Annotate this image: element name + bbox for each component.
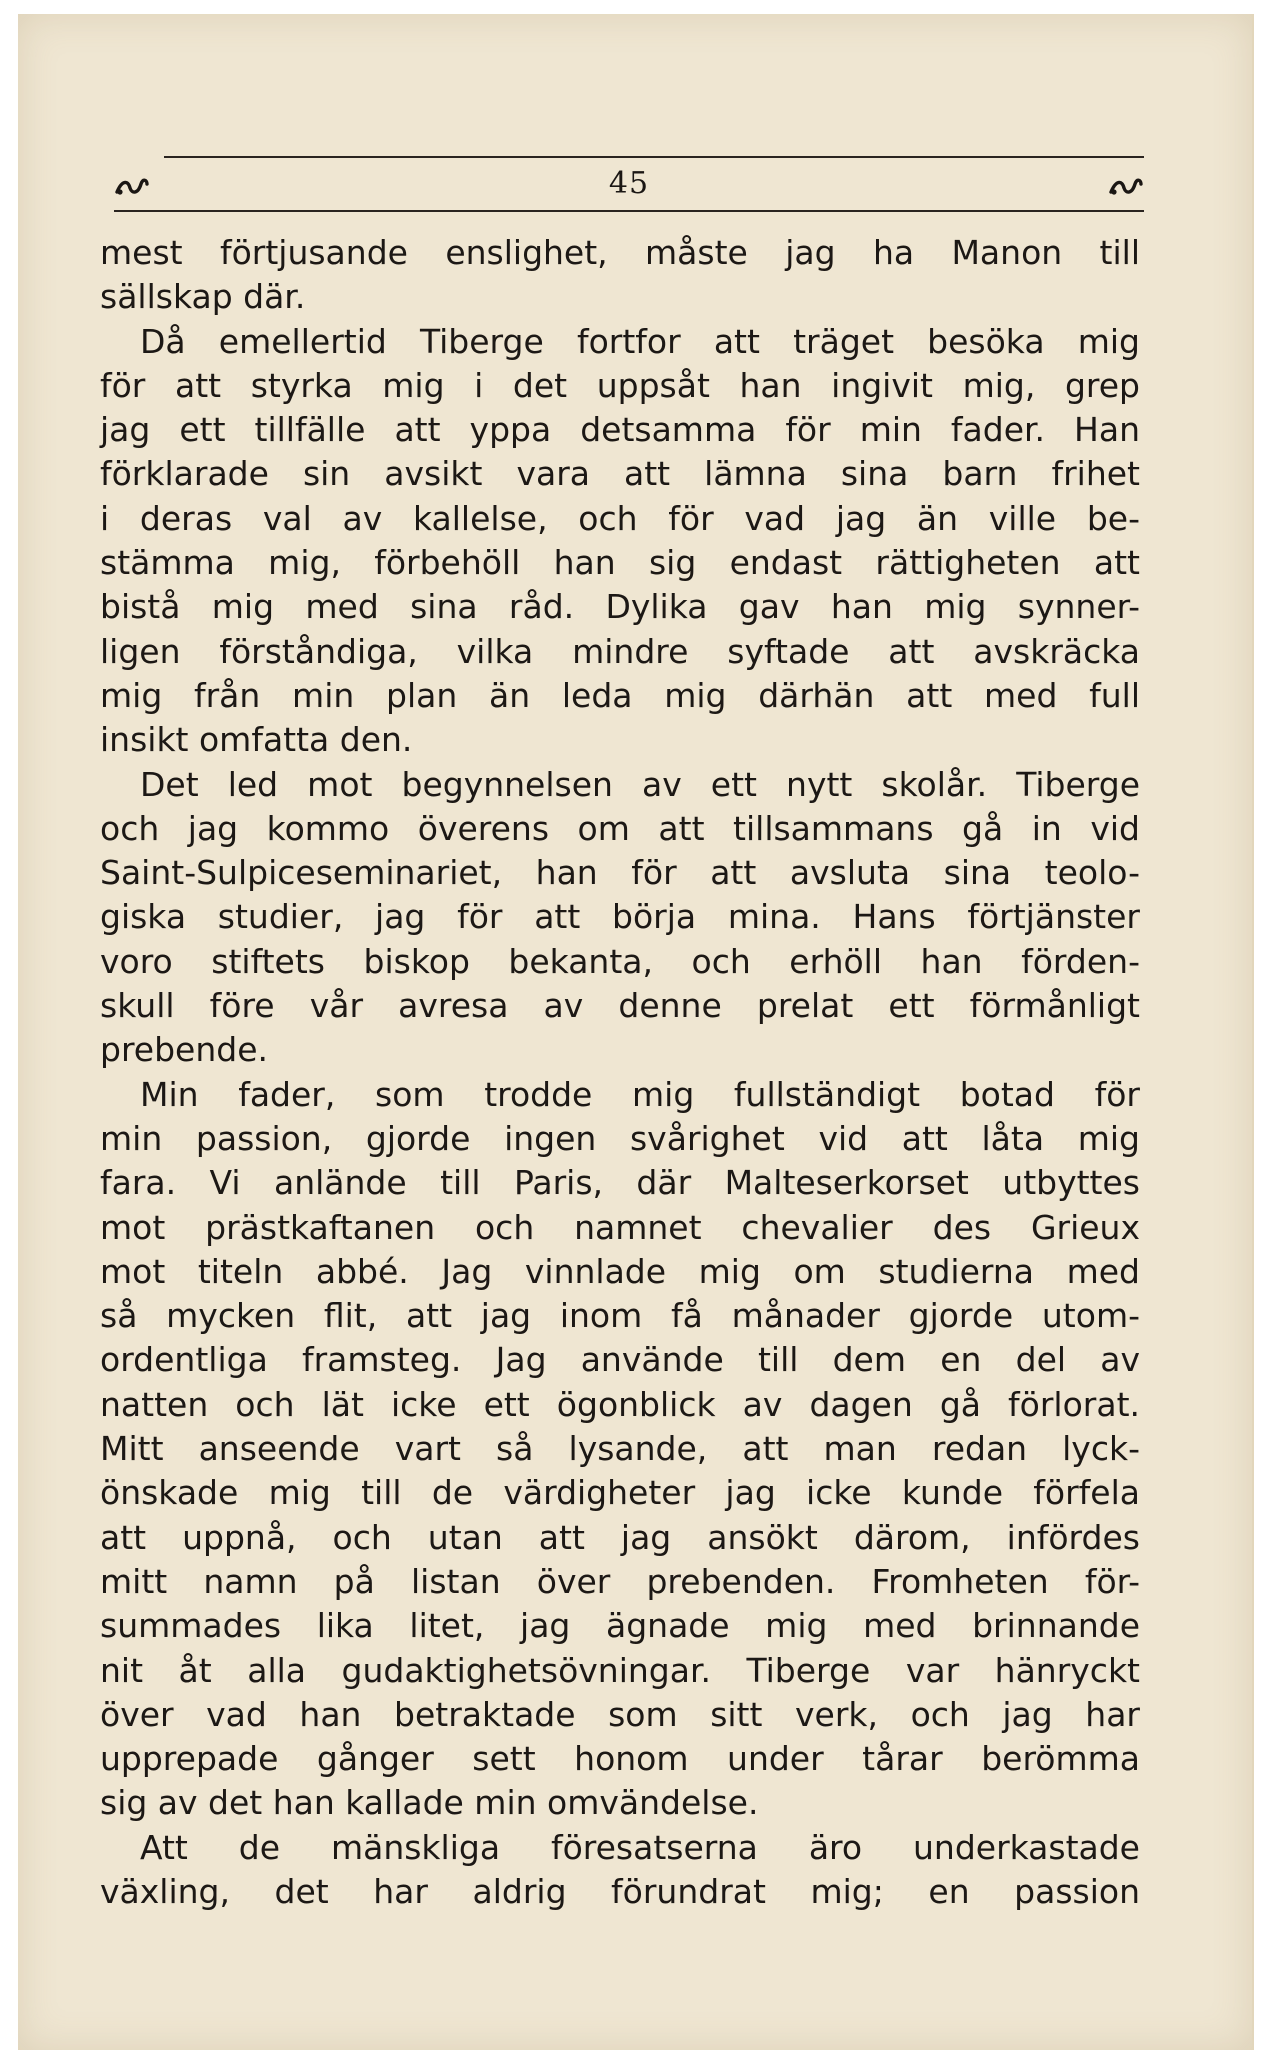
text-line: mitt namn på listan över prebenden. Fromheten för- bbox=[100, 1561, 1140, 1601]
text-line: ordentliga framsteg. Jag använde till dem en del av bbox=[100, 1340, 1140, 1380]
text-line: växling, det har aldrig förundrat mig; en passion bbox=[100, 1871, 1140, 1911]
text-line: Saint-Sulpiceseminariet, han för att avsluta sina teolo- bbox=[100, 853, 1140, 893]
text-line: mot titeln abbé. Jag vinnlade mig om studierna med bbox=[100, 1251, 1140, 1291]
text-line: jag ett tillfälle att yppa detsamma för min fader. Han bbox=[100, 410, 1140, 450]
text-line: och jag kommo överens om att tillsammans gå in vid bbox=[100, 808, 1140, 848]
text-line: mig från min plan än leda mig därhän att med full bbox=[100, 675, 1140, 715]
text-line: natten och lät icke ett ögonblick av dagen gå förlorat. bbox=[100, 1384, 1140, 1424]
text-line: önskade mig till de värdigheter jag icke kunde förfela bbox=[100, 1473, 1140, 1513]
text-line: Då emellertid Tiberge fortfor att träget besöka mig bbox=[140, 321, 1140, 361]
text-line: sällskap där. bbox=[100, 277, 306, 317]
page-header bbox=[114, 144, 1144, 214]
text-line: förklarade sin avsikt vara att lämna sina barn frihet bbox=[100, 454, 1140, 494]
fleuron-ornament-icon bbox=[1108, 174, 1144, 198]
text-line: giska studier, jag för att börja mina. Hans förtjänster bbox=[100, 897, 1140, 937]
header-bottom-rule bbox=[114, 210, 1144, 212]
text-line: att uppnå, och utan att jag ansökt därom, infördes bbox=[100, 1517, 1140, 1557]
text-line: så mycken flit, att jag inom få månader gjorde utom- bbox=[100, 1296, 1140, 1336]
text-line: upprepade gånger sett honom under tårar berömma bbox=[100, 1739, 1140, 1779]
text-line: Min fader, som trodde mig fullständigt botad för bbox=[140, 1074, 1140, 1114]
text-line: min passion, gjorde ingen svårighet vid att låta mig bbox=[100, 1118, 1140, 1158]
body-text bbox=[100, 231, 1140, 1914]
text-line: ligen förståndiga, vilka mindre syftade att avskräcka bbox=[100, 631, 1140, 671]
text-line: mest förtjusande enslighet, måste jag ha Manon till bbox=[100, 233, 1140, 272]
text-line: skull före vår avresa av denne prelat ett förmånligt bbox=[100, 986, 1140, 1026]
book-page bbox=[18, 14, 1254, 2050]
page-number: 45 bbox=[608, 166, 650, 201]
text-line: mot prästkaftanen och namnet chevalier des Grieux bbox=[100, 1207, 1140, 1247]
text-line: Det led mot begynnelsen av ett nytt skolår. Tiberge bbox=[140, 764, 1140, 804]
text-line: stämma mig, förbehöll han sig endast rättigheten att bbox=[100, 543, 1140, 583]
text-line: Mitt anseende vart så lysande, att man redan lyck- bbox=[100, 1429, 1140, 1469]
text-line: över vad han betraktade som sitt verk, och jag har bbox=[100, 1694, 1140, 1734]
text-line: prebende. bbox=[100, 1030, 268, 1070]
text-line: för att styrka mig i det uppsåt han ingivit mig, grep bbox=[100, 365, 1140, 405]
header-top-rule bbox=[164, 156, 1144, 158]
text-line: nit åt alla gudaktighetsövningar. Tiberge var hänryckt bbox=[100, 1650, 1140, 1690]
text-line: i deras val av kallelse, och för vad jag än ville be- bbox=[100, 498, 1140, 538]
text-line: insikt omfatta den. bbox=[100, 720, 413, 760]
text-line: bistå mig med sina råd. Dylika gav han mig synner- bbox=[100, 587, 1140, 627]
text-line: voro stiftets biskop bekanta, och erhöll han förden- bbox=[100, 941, 1140, 981]
text-line: fara. Vi anlände till Paris, där Malteserkorset utbyttes bbox=[100, 1163, 1140, 1203]
text-line: Att de mänskliga föresatserna äro underkastade bbox=[140, 1827, 1140, 1867]
text-line: sig av det han kallade min omvändelse. bbox=[100, 1783, 759, 1823]
text-line: summades lika litet, jag ägnade mig med brinnande bbox=[100, 1606, 1140, 1646]
